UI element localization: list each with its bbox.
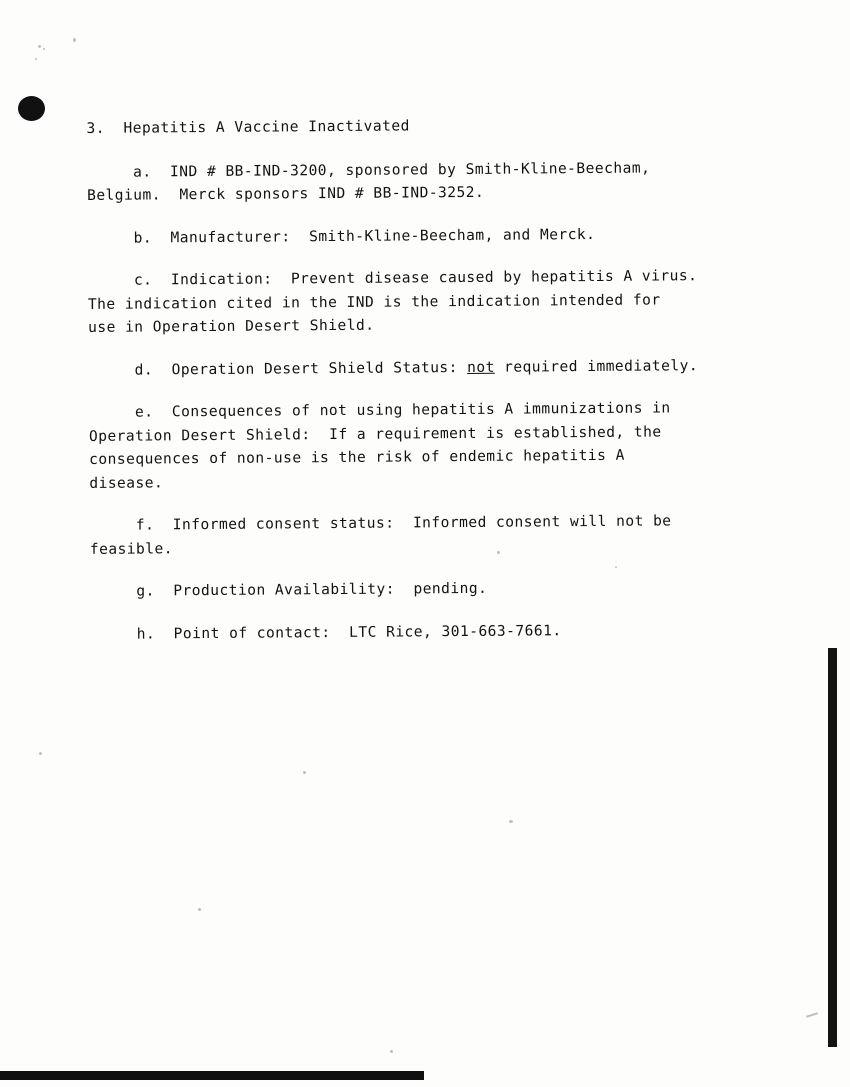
paragraph-h: h. Point of contact: LTC Rice, 301-663-7661. — [90, 621, 562, 643]
scan-speckle — [198, 908, 201, 911]
section-heading: 3. Hepatitis A Vaccine Inactivated — [86, 117, 410, 137]
scan-edge-right — [828, 648, 837, 1047]
scan-speckle — [35, 58, 37, 60]
scan-speckle — [39, 752, 42, 755]
scan-speckle — [806, 1012, 818, 1018]
scan-speckle — [303, 771, 306, 774]
paragraph-a: a. IND # BB-IND-3200, sponsored by Smith-Kline-Beecham, Belgium. Merck sponsors IND # BB-IND-3252. — [86, 159, 651, 204]
scan-speckle — [73, 38, 76, 42]
paragraph-g: g. Production Availability: pending. — [90, 579, 488, 600]
paragraph-c: c. Indication: Prevent disease caused by hepatitis A virus. The indication cited in the IND is the indication intended for use in Operation Desert Shield. — [87, 267, 698, 336]
document-text-body — [86, 112, 770, 665]
scan-speckle — [43, 48, 45, 50]
paragraph-d — [88, 353, 768, 382]
hole-punch-icon — [18, 96, 45, 121]
paragraph-e: e. Consequences of not using hepatitis A immunizations in Operation Desert Shield: If a requirement is established, the consequences of non-use is the risk of endemic hepatitis A disease. — [88, 399, 671, 492]
paragraph-d-after: required immediately. — [494, 356, 699, 376]
paragraph-d-emphasis: not — [467, 358, 495, 376]
paragraph-f: f. Informed consent status: Informed consent will not be feasible. — [89, 512, 672, 558]
paragraph-b: b. Manufacturer: Smith-Kline-Beecham, and Merck. — [87, 225, 596, 247]
scan-speckle — [390, 1050, 393, 1053]
scan-edge-bottom — [0, 1071, 424, 1080]
scan-speckle — [38, 45, 41, 48]
scan-speckle — [509, 820, 513, 823]
paragraph-d-before: d. Operation Desert Shield Status: — [88, 358, 468, 379]
